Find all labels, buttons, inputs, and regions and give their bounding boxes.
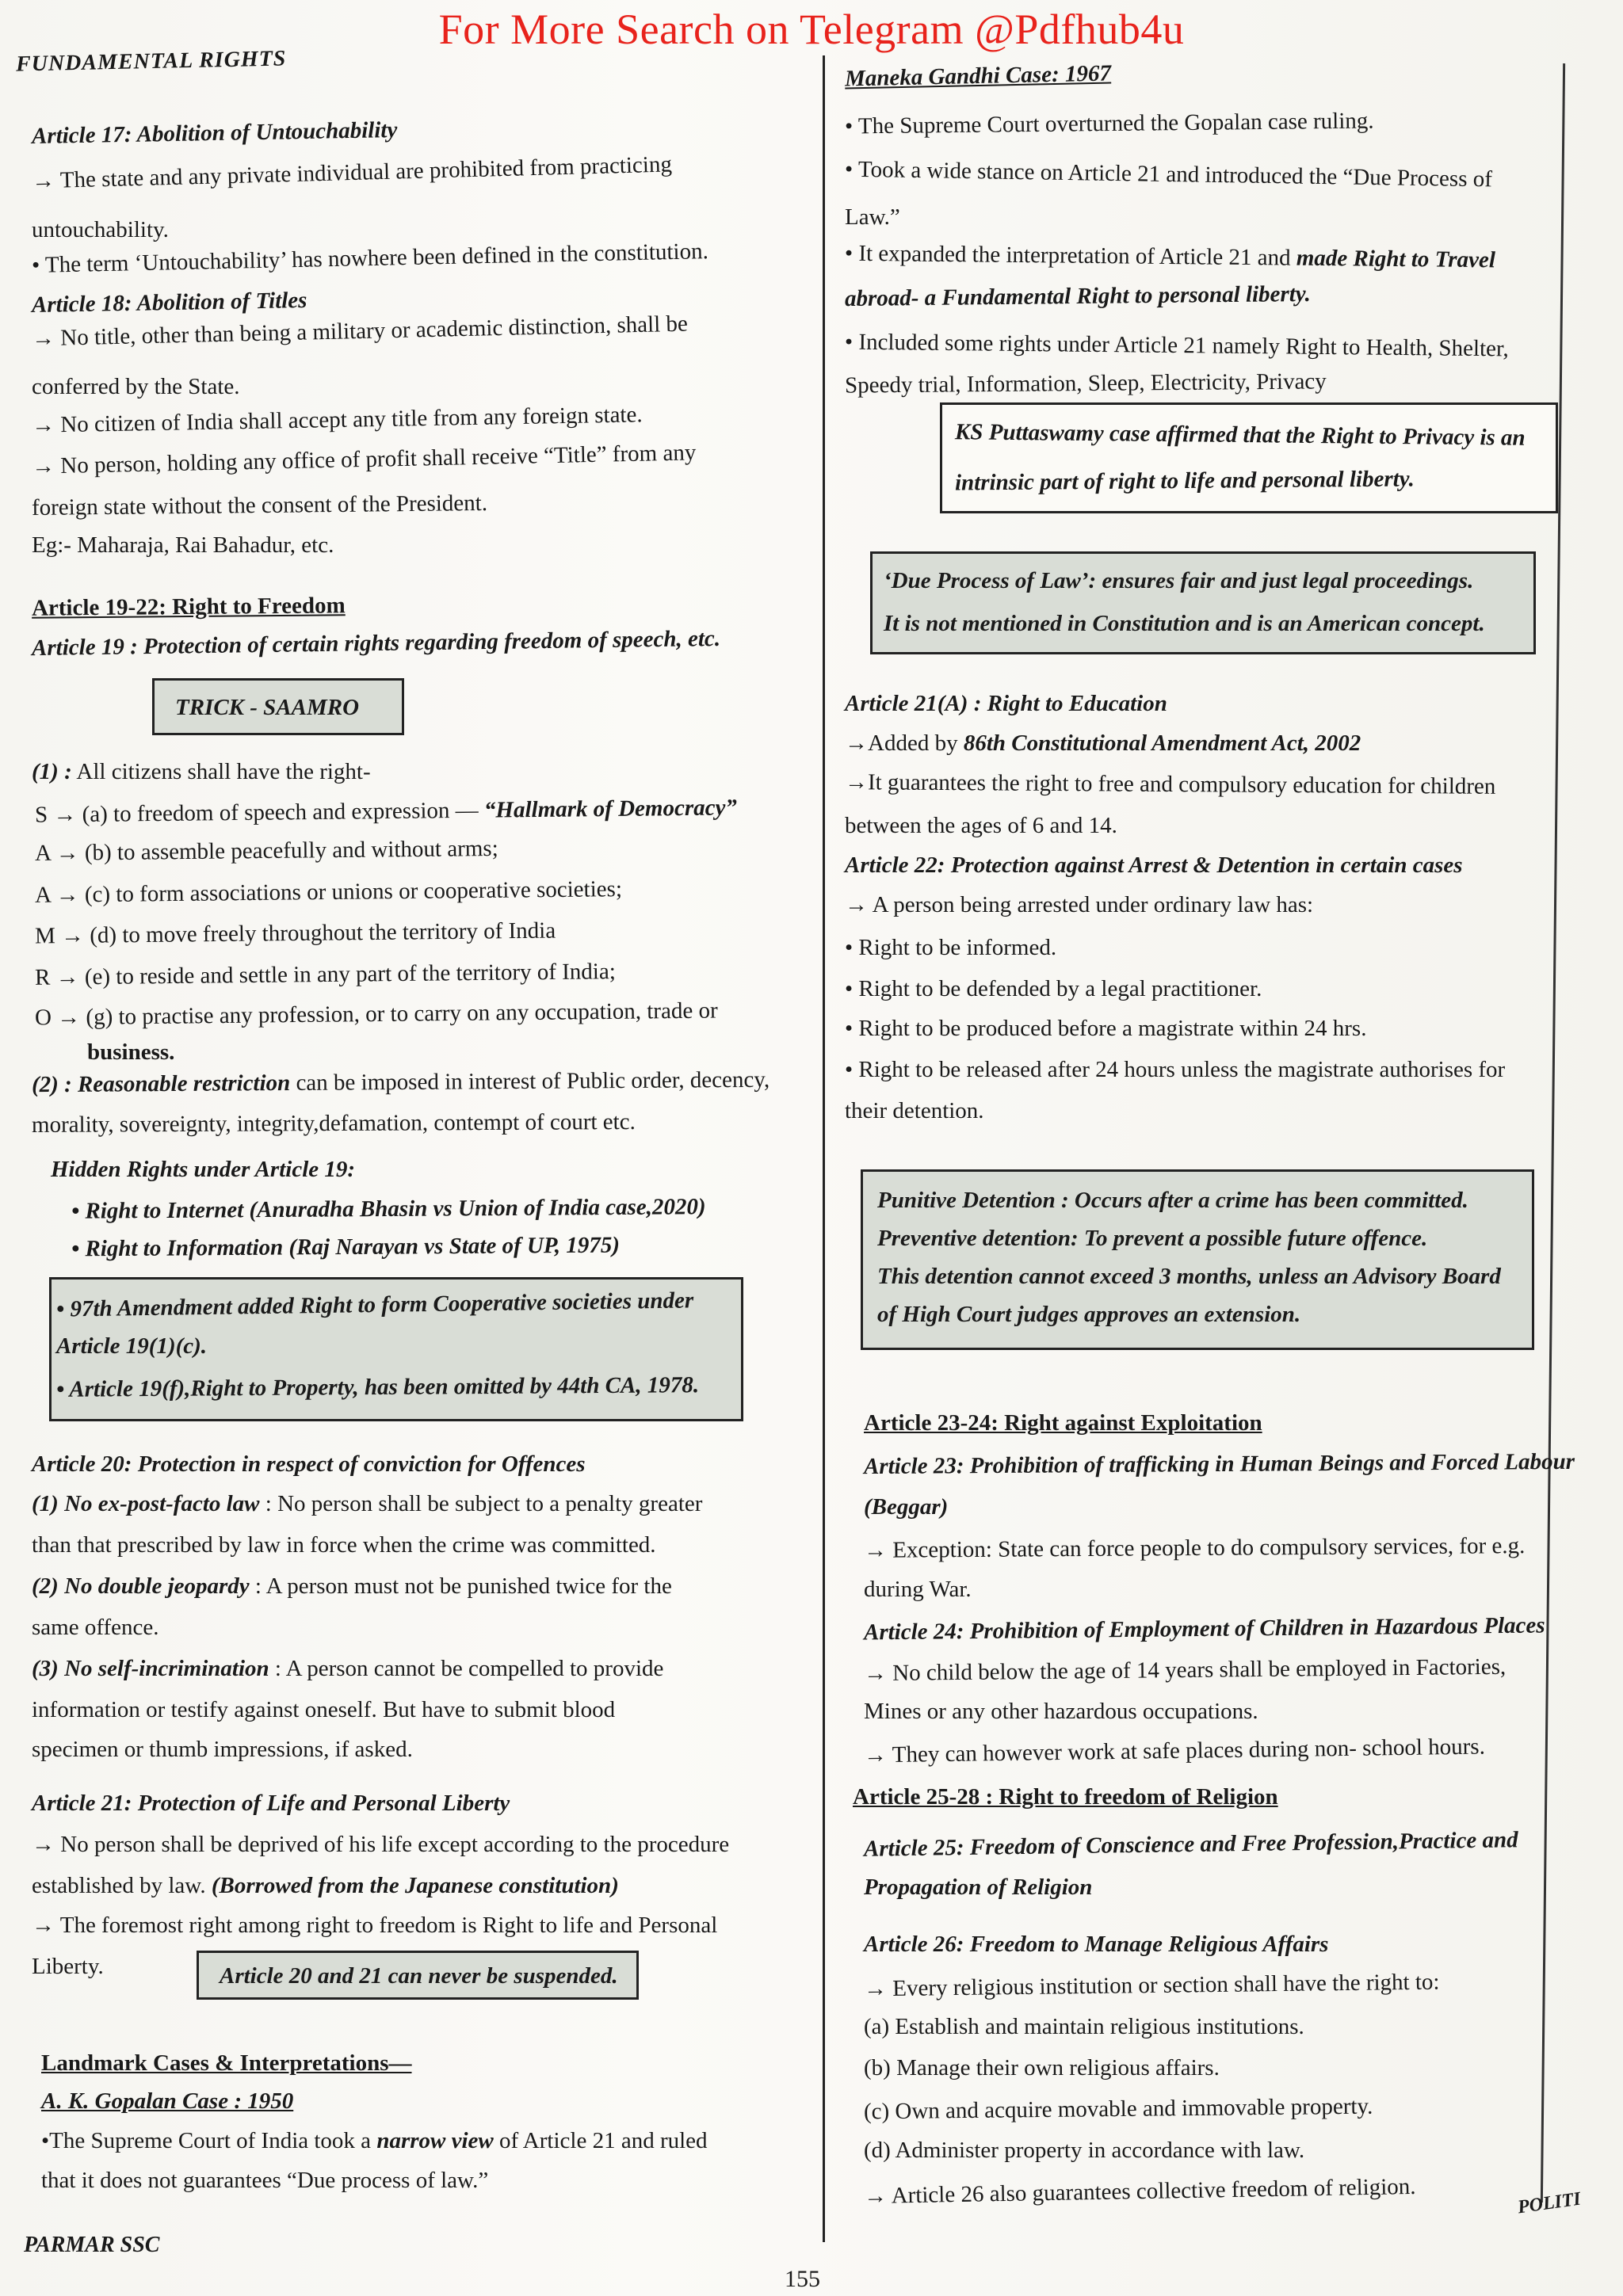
saamro-m: M → (d) to move freely throughout the territory of India [34, 917, 556, 949]
text-line: → No title, other than being a military or academic distinction, shall be [31, 311, 689, 352]
text-line: abroad- a Fundamental Right to personal liberty. [844, 280, 1312, 312]
article-19-heading: Article 19 : Protection of certain rights regarding freedom of speech, etc. [31, 625, 721, 662]
text-line: (d) Administer property in accordance with law. [864, 2138, 1305, 2163]
suspension-note-box [197, 1951, 639, 2000]
saamro-o: O → (g) to practise any profession, or to carry on any occupation, trade or [34, 997, 718, 1031]
text-line: Liberty. [32, 1954, 104, 1979]
column-divider [823, 55, 825, 2242]
text-line: Propagation of Religion [864, 1875, 1093, 1900]
text-line [32, 1066, 769, 1100]
article-24-heading: Article 24: Prohibition of Employment of Children in Hazardous Places [863, 1612, 1545, 1646]
text-line: • Right to be released after 24 hours unless the magistrate authorises for [845, 1057, 1506, 1082]
clause-text: All citizens shall have the right- [71, 759, 371, 784]
puttaswamy-box [940, 402, 1558, 513]
clause-text: of Article 21 and ruled [493, 2128, 708, 2153]
text-line: → No person, holding any office of profit shall receive “Title” from any [31, 440, 697, 479]
text-line: during War. [864, 1577, 972, 1602]
text-line: • Took a wide stance on Article 21 and introduced the “Due Process of [844, 156, 1493, 193]
text-line [32, 1489, 702, 1518]
trick-label: TRICK - SAAMRO [175, 695, 360, 720]
text-line: information or testify against oneself. But have to submit blood [32, 1697, 616, 1722]
text-line: KS Puttaswamy case affirmed that the Right to Privacy is an [954, 419, 1526, 451]
clause-title: (2) No double jeopardy [32, 1573, 250, 1599]
text-line [32, 1871, 619, 1900]
article-26-heading: Article 26: Freedom to Manage Religious Affairs [864, 1932, 1329, 1957]
text-line: • The term ‘Untouchability’ has nowhere been defined in the constitution. [31, 238, 709, 278]
article-21a-heading: Article 21(A) : Right to Education [845, 691, 1167, 716]
gopalan-case-heading: A. K. Gopalan Case : 1950 [41, 2088, 294, 2114]
text-line: →It guarantees the right to free and compulsory education for children [844, 769, 1496, 799]
clause-text: : A person cannot be compelled to provide [269, 1656, 664, 1681]
clause-text: S → (a) to freedom of speech and expression — [34, 797, 485, 828]
clause-number: (1) : [32, 759, 72, 784]
saamro-r: R → (e) to reside and settle in any part of the territory of India; [34, 959, 616, 990]
maneka-gandhi-heading: Maneka Gandhi Case: 1967 [844, 60, 1112, 92]
page-number: 155 [785, 2266, 820, 2292]
article-18-heading: Article 18: Abolition of Titles [31, 287, 307, 318]
article-23-heading: Article 23: Prohibition of trafficking in Human Beings and Forced Labour [863, 1448, 1575, 1480]
text-line: → Article 26 also guarantees collective freedom of religion. [863, 2173, 1416, 2210]
telegram-banner: For More Search on Telegram @Pdfhub4u [438, 6, 1185, 53]
text-line: • Right to Internet (Anuradha Bhasin vs Union of India case,2020) [71, 1194, 706, 1224]
article-23-24-heading: Article 23-24: Right against Exploitation [864, 1410, 1262, 1436]
due-process-box [870, 551, 1536, 654]
trick-box [152, 678, 404, 735]
text-line: between the ages of 6 and 14. [845, 813, 1117, 838]
landmark-cases-heading: Landmark Cases & Interpretations— [41, 2050, 412, 2076]
article-19-22-heading: Article 19-22: Right to Freedom [31, 593, 346, 621]
text-line: It is not mentioned in Constitution and is an American concept. [884, 611, 1485, 636]
saamro-a1: A → (b) to assemble peacefully and without arms; [34, 835, 498, 867]
text-line: • Right to be informed. [845, 935, 1057, 960]
text-line: → The state and any private individual are prohibited from practicing [31, 151, 673, 194]
text-line: Speedy trial, Information, Sleep, Electricity, Privacy [844, 368, 1327, 399]
clause-text: established by law. [32, 1873, 212, 1898]
text-line: • Article 19(f),Right to Property, has been omitted by 44th CA, 1978. [55, 1372, 700, 1402]
text-line: untouchability. [32, 217, 169, 242]
text-line: • Right to be defended by a legal practitioner. [845, 976, 1262, 1001]
clause-title: (1) No ex-post-facto law [32, 1491, 260, 1516]
travel-right: made Right to Travel [1296, 245, 1496, 273]
text-line: morality, sovereignty, integrity,defamation, contempt of court etc. [31, 1109, 636, 1138]
text-line: Preventive detention: To prevent a possible future offence. [877, 1226, 1428, 1251]
article-25-heading: Article 25: Freedom of Conscience and Free Profession,Practice and [863, 1827, 1518, 1862]
text-line: specimen or thumb impressions, if asked. [32, 1737, 413, 1762]
text-line: (b) Manage their own religious affairs. [864, 2055, 1220, 2081]
text-line: → Exception: State can force people to do compulsory services, for e.g. [863, 1533, 1526, 1563]
text-line: (Beggar) [864, 1494, 949, 1520]
clause-text: : A person must not be punished twice for the [249, 1573, 672, 1599]
page-header: FUNDAMENTAL RIGHTS [15, 46, 287, 77]
right-margin-rule [1541, 63, 1565, 2203]
narrow-view: narrow view [376, 2128, 494, 2153]
article-21-heading: Article 21: Protection of Life and Personal Liberty [32, 1791, 510, 1816]
text-line: → A person being arrested under ordinary law has: [845, 892, 1314, 917]
clause-text: • It expanded the interpretation of Article 21 and [844, 240, 1296, 271]
text-line: conferred by the State. [32, 374, 240, 399]
text-line: Eg:- Maharaja, Rai Bahadur, etc. [32, 532, 334, 558]
text-line [41, 2126, 708, 2155]
text-line: • 97th Amendment added Right to form Cooperative societies under [55, 1287, 694, 1322]
text-line: This detention cannot exceed 3 months, unless an Advisory Board [877, 1264, 1501, 1289]
text-line [32, 1654, 663, 1683]
text-line: same offence. [32, 1615, 159, 1640]
text-line: foreign state without the consent of the President. [31, 490, 488, 521]
text-line: ‘Due Process of Law’: ensures fair and just legal proceedings. [884, 568, 1474, 593]
amendment-note-box [49, 1277, 743, 1421]
text-line [32, 757, 371, 786]
clause-title: (3) No self-incrimination [32, 1656, 269, 1681]
borrowed-note: (Borrowed from the Japanese constitution) [211, 1873, 619, 1898]
text-line: → The foremost right among right to freedom is Right to life and Personal [32, 1913, 718, 1938]
text-line: → No citizen of India shall accept any title from any foreign state. [31, 402, 643, 438]
article-25-28-heading: Article 25-28 : Right to freedom of Religion [853, 1784, 1278, 1810]
section-footer: POLITI [1516, 2188, 1583, 2218]
text-line: (c) Own and acquire movable and immovable property. [863, 2093, 1373, 2125]
text-line: • Right to be produced before a magistrate within 24 hrs. [845, 1016, 1367, 1041]
text-line: (a) Establish and maintain religious institutions. [864, 2014, 1304, 2039]
text-line: Mines or any other hazardous occupations. [864, 1699, 1258, 1724]
text-line: business. [87, 1039, 175, 1065]
text-line: Law.” [845, 204, 900, 230]
text-line: than that prescribed by law in force when the crime was committed. [32, 1532, 656, 1558]
text-line: • Right to Information (Raj Narayan vs State of UP, 1975) [71, 1232, 621, 1262]
text-line: Punitive Detention : Occurs after a crime has been committed. [877, 1188, 1468, 1213]
saamro-s [35, 793, 737, 829]
publisher-footer: PARMAR SSC [24, 2233, 160, 2257]
text-line: → No child below the age of 14 years shall be employed in Factories, [863, 1653, 1507, 1687]
text-line: → They can however work at safe places during non- school hours. [863, 1733, 1486, 1768]
text-line: → Every religious institution or section shall have the right to: [863, 1969, 1440, 2002]
text-line: Article 19(1)(c). [56, 1333, 208, 1359]
clause-text: can be imposed in interest of Public order, decency, [290, 1066, 770, 1096]
clause-text: •The Supreme Court of India took a [41, 2128, 377, 2153]
text-line: their detention. [845, 1098, 984, 1123]
detention-box [861, 1169, 1534, 1350]
text-line: • Included some rights under Article 21 namely Right to Health, Shelter, [844, 329, 1509, 362]
clause-text: : No person shall be subject to a penalty greater [259, 1491, 703, 1516]
amendment-name: 86th Constitutional Amendment Act, 2002 [963, 730, 1361, 756]
text-line: that it does not guarantees “Due process of law.” [41, 2168, 489, 2193]
text-line [32, 1572, 672, 1600]
text-line: → No person shall be deprived of his life except according to the procedure [32, 1832, 730, 1857]
text-line: Article 20 and 21 can never be suspended. [220, 1963, 618, 1989]
text-line: of High Court judges approves an extension. [877, 1302, 1301, 1327]
clause-text: →Added by [845, 730, 964, 756]
hallmark-quote: “Hallmark of Democracy” [483, 795, 738, 823]
article-22-heading: Article 22: Protection against Arrest & Detention in certain cases [845, 852, 1463, 878]
text-line: • The Supreme Court overturned the Gopalan case ruling. [844, 108, 1374, 139]
text-line [845, 239, 1495, 275]
saamro-a2: A → (c) to form associations or unions or cooperative societies; [34, 876, 623, 908]
text-line [845, 729, 1361, 757]
article-17-heading: Article 17: Abolition of Untouchability [31, 116, 398, 150]
article-20-heading: Article 20: Protection in respect of conviction for Offences [32, 1451, 586, 1477]
text-line: intrinsic part of right to life and personal liberty. [954, 466, 1415, 496]
reasonable-restriction-label: (2) : Reasonable restriction [31, 1070, 291, 1098]
hidden-rights-heading: Hidden Rights under Article 19: [51, 1157, 356, 1182]
